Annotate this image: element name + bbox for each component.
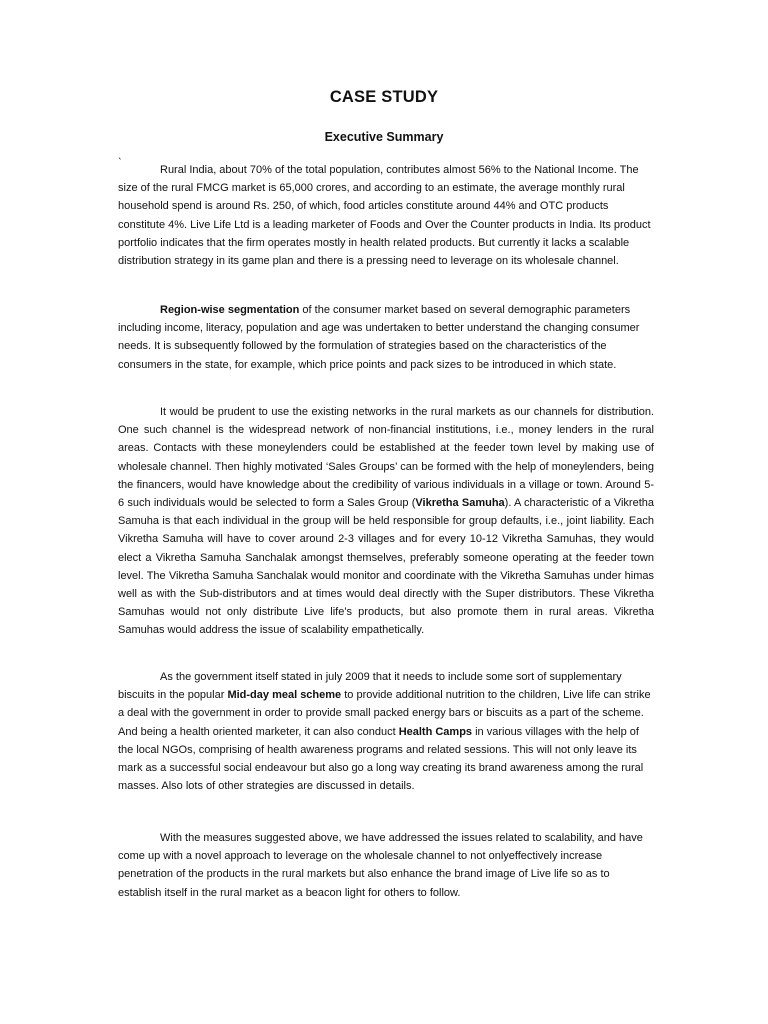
paragraph-intro-text: Rural India, about 70% of the total population, contributes almost 56% to the National Income. The size of the rural FMCG market is 65,000 crores, and according to an estimate, the average monthly rural household spend is around Rs. 250, of which, food articles constitute around 44% and OTC products constitute 4%. Live Life Ltd is a leading marketer of Foods and Over the Counter products in India. Its product portfolio indicates that the firm operates mostly in health related products. But currently it lacks a scalable distribution strategy in its game plan and there is a pressing need to leverage on its wholesale channel. — [118, 164, 651, 268]
section-heading: Executive Summary — [324, 130, 444, 144]
paragraph-conclusion-text: With the measures suggested above, we have addressed the issues related to scalability, and have come up with a novel approach to leverage on the wholesale channel to not onlyeffectively increase penetration of the products in the rural markets but also enhance the brand image of Live life so as to establish itself in the rural market as a beacon light for others to follow. — [118, 832, 643, 899]
paragraph-segmentation-text — [118, 301, 654, 374]
paragraph-government-part-c: in various villages with the help of the local NGOs, comprising of health awareness programs and related sessions. This will not only leave its mark as a successful social endeavour but also go a long way creating its brand awareness among the rural masses. Also lots of other strategies are discussed in details. — [118, 725, 644, 793]
bold-mid-day-meal-scheme: Mid-day meal scheme — [227, 689, 342, 702]
paragraph-government-part-a: As the government itself stated in july 2009 that it needs to include some sort of supplementary biscuits in the popular — [118, 671, 622, 702]
paragraph-distribution — [118, 403, 654, 640]
bold-region-wise-segmentation: Region-wise segmentation — [160, 304, 300, 316]
paragraph-distribution-part-a: It would be prudent to use the existing networks in the rural markets as our channels for distribution. One such channel is the widespread network of non-financial institutions, i.e., money lenders in the rural areas. Contacts with these moneylenders could be established at the feeder town level by making use of wholesale channel. Then highly motivated ‘Sales Groups’ can be formed with the help of moneylenders, being the financers, would have knowledge about the credibility of various individuals in a village or town. Around 5-6 such individuals would be selected to form a Sales Group ( — [118, 406, 654, 510]
paragraph-distribution-text — [118, 403, 654, 640]
paragraph-government-part-b: to provide additional nutrition to the children, Live life can strike a deal with the government in order to provide small packed energy bars or biscuits as a part of the scheme. And being a health oriented marketer, it can also conduct — [118, 689, 651, 738]
paragraph-government-text — [118, 668, 654, 795]
paragraph-intro — [118, 161, 654, 270]
paragraph-distribution-part-b: ). A characteristic of a Vikretha Samuha is that each individual in the group will be held responsible for group defaults, i.e., joint liability. Each Vikretha Samuha will have to cover around 2-3 villages and for every 10-12 Vikretha Samuhas, they would elect a Vikretha Samuha Sanchalak amongst themselves, preferably someone operating at the feeder town level. The Vikretha Samuha Sanchalak would monitor and coordinate with the Vikretha Samuhas under himas well as with the Sub-distributors and at times would deal directly with the Super distributors. These Vikretha Samuhas would not only distribute Live life’s products, but also promote them in rural areas. Vikretha Samuhas would address the issue of scalability empathetically. — [118, 497, 654, 637]
paragraph-segmentation-rest: of the consumer market based on several demographic parameters including income, literacy, population and age was undertaken to better understand the changing consumer needs. It is subsequently followed by the formulation of strategies based on the characteristics of the consumers in the state, for example, which price points and pack sizes to be introduced in which state. — [118, 304, 640, 371]
page-title: CASE STUDY — [329, 88, 439, 106]
bold-health-camps: Health Camps — [398, 725, 473, 738]
paragraph-government — [118, 668, 654, 795]
stray-backtick: ` — [118, 157, 122, 169]
bold-vikretha-samuha: Vikretha Samuha — [415, 497, 505, 510]
paragraph-segmentation — [118, 301, 654, 374]
paragraph-conclusion — [118, 829, 654, 902]
